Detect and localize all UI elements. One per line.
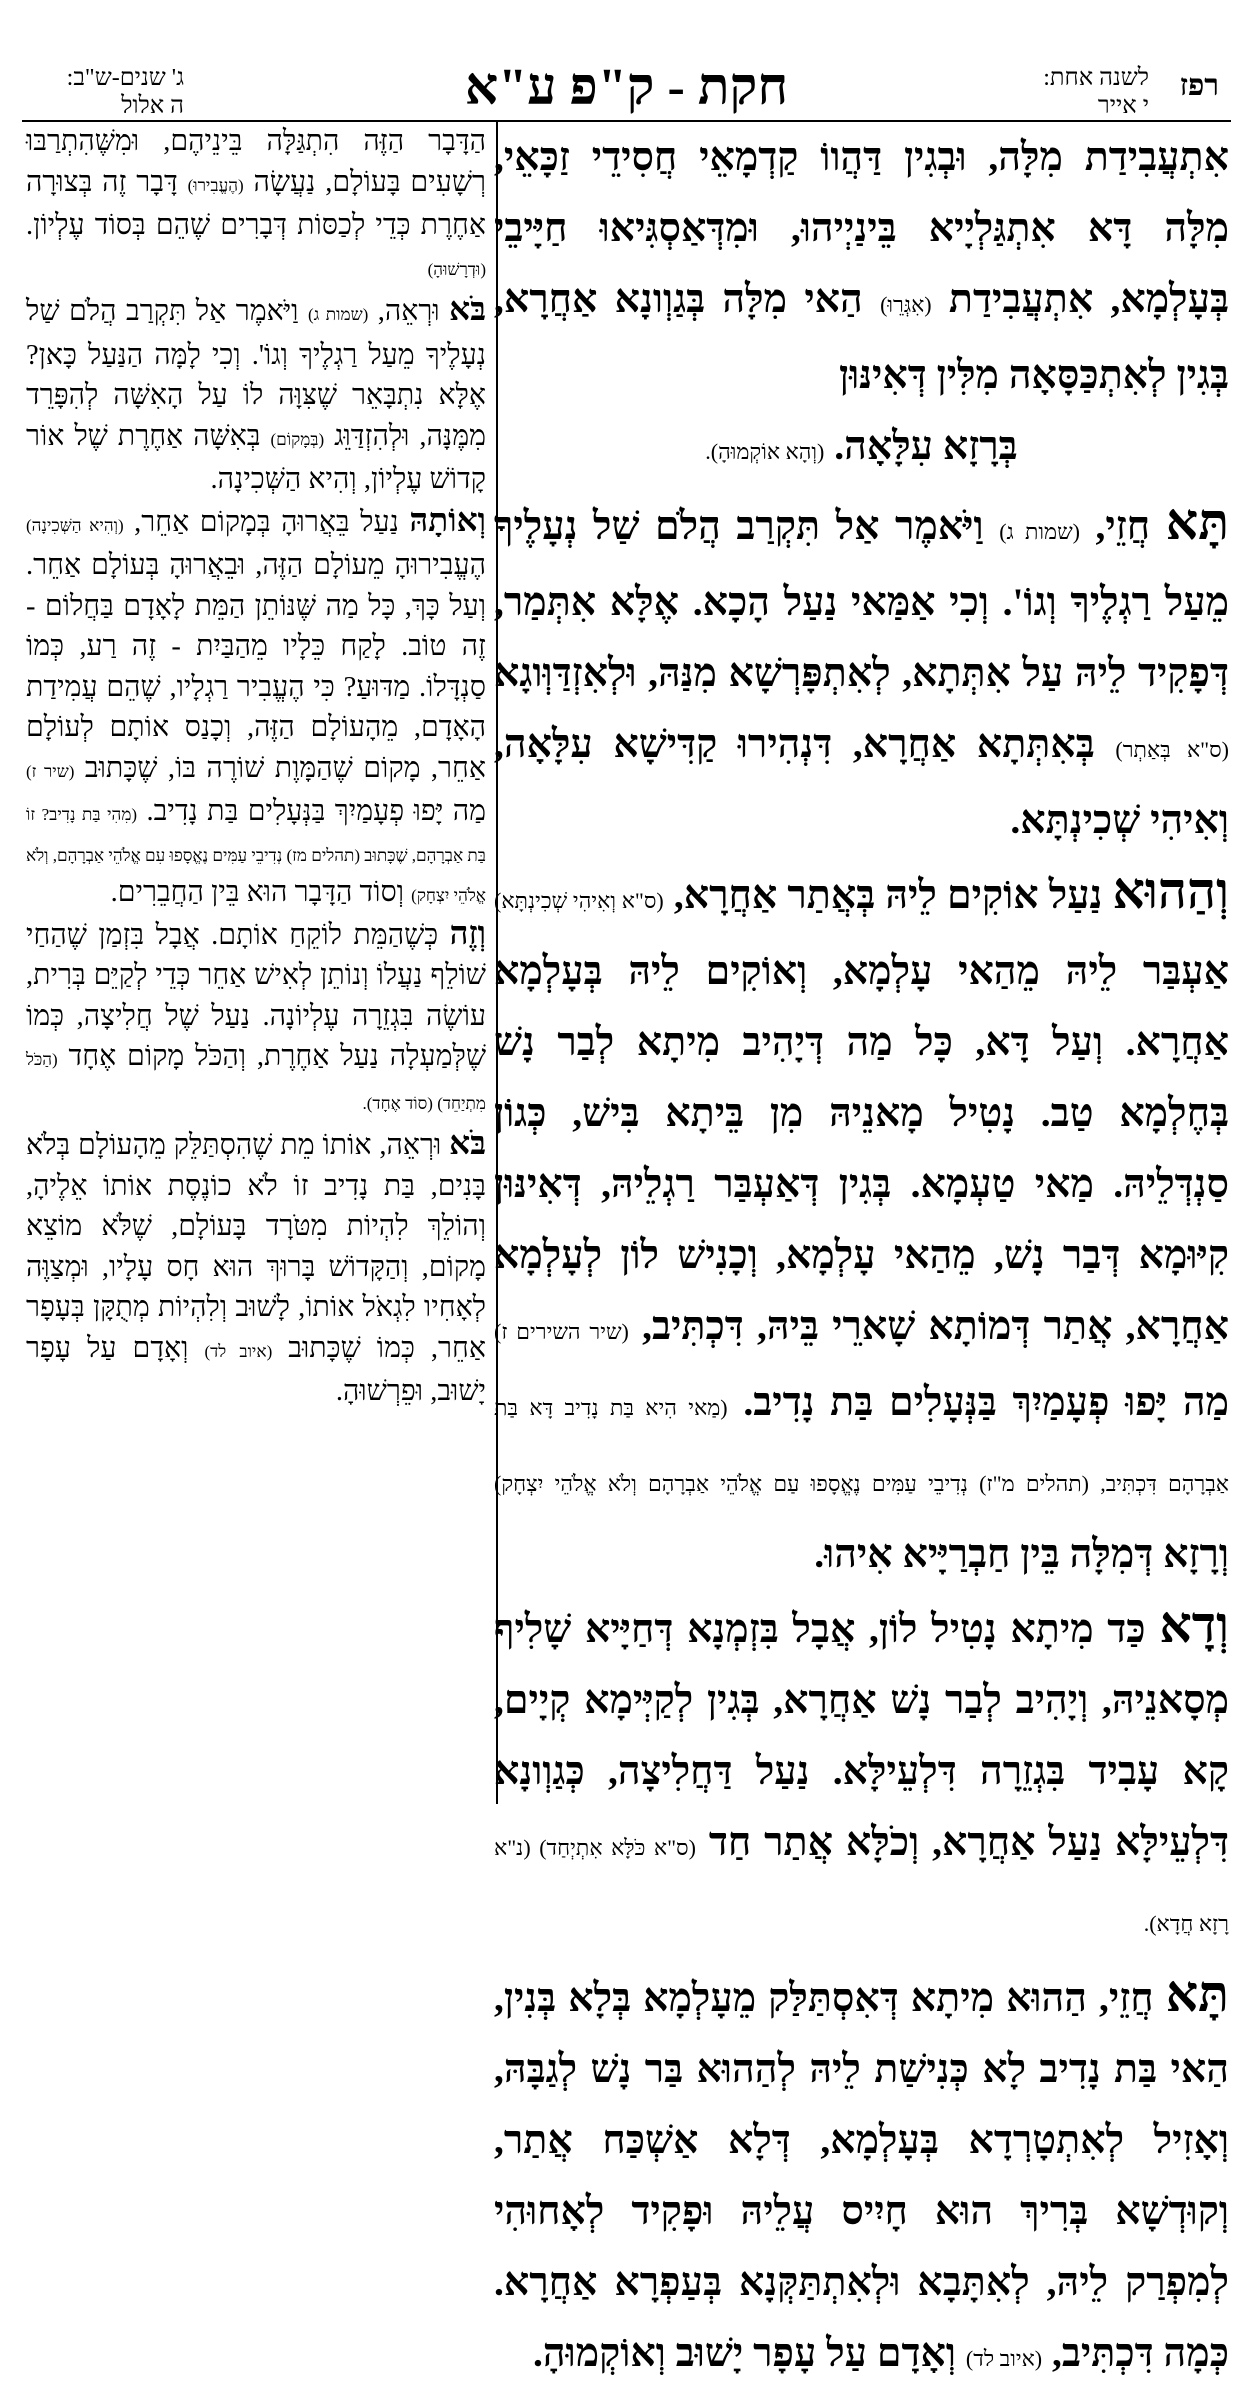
reference: (וְהִיא הַשְּׁכִינָה) (26, 515, 124, 535)
page-header (0, 0, 1253, 120)
reference: (ס"א וְאִיהִי שְׁכִינְתָּא) (494, 888, 664, 913)
text: וּרְאֵה, אוֹתוֹ מֵת שֶׁהִסְתַּלֵּק מֵהָעוֹלָם בְּלֹא בָּנִים, בַּת נָדִיב זוֹ לֹא כוֹנֶסֶת אוֹתוֹ אֵלֶיהָ, וְהוֹלֵךְ לִהְיוֹת מִטֹּרָד בָּעוֹלָם, שֶׁלֹּא מוֹצֵא מָקוֹם, וְהַקָּדוֹשׁ בָּרוּךְ הוּא חָס עָלָיו, וּמְצַוֶּה לְאָחִיו לִגְאֹל אוֹתוֹ, לָשׁוּב וְלִהְיוֹת מְתֻקָּן בְּעָפָר אַחֵר, כְּמוֹ שֶׁכָּתוּב (26, 1130, 487, 1364)
reference: (מַאי הִיא בַּת נָדִיב דָּא בַּת אַבְרָהָם דִּכְתִּיב, (תהלים מ"ז) נְדִיבֵי עַמִּים נֶאֱסָפוּ עַם אֱלֹהֵי אַבְרָהָם וְלֹא אֱלֹהֵי יִצְחָק) (494, 1395, 1229, 1496)
text: בְּאִתְּתָא אַחֲרָא, דִּנְהִירוּ קַדִּישָׁא עִלָּאָה, וְאִיהִי שְׁכִינְתָּא. (494, 722, 1229, 842)
reference: (בְּמָקוֹם) (270, 429, 325, 449)
reference: (שיר ז) (26, 761, 75, 781)
paragraph (494, 1959, 1229, 2394)
text: הַדָּבָר הַזֶּה הִתְגַּלָּה בֵּינֵיהֶם, וּמִשֶּׁהִתְרַבּוּ רְשָׁעִים בָּעוֹלָם, נַעֲשָׂה (26, 126, 486, 198)
text: וַיֹּאמֶר אַל תִּקְרַב הֲלֹם שַׁל נְעָלֶיךָ מֵעַל רַגְלֶיךָ וְגוֹ'. וְכִי אַמַּאי נַעַל הָכָא. אֶלָּא אִתְּמַר, דְּפָקִיד לֵיהּ עַל אִתְּתָא, לְאִתְפָּרְשָׁא מִנַּהּ, וּלְאִזְדַּוְּוגָא (494, 504, 1229, 695)
reference: (וּדְרָשׁוּהָ) (427, 259, 486, 279)
text: וְסוֹד הַדָּבָר הוּא בֵּין הַחֲבֵרִים. (110, 877, 405, 908)
text: וְאָדָם עַל עָפָר יָשׁוּב, וּפֵרְשׁוּהָ. (26, 1332, 486, 1407)
lead-word: וְזֶה (449, 915, 487, 952)
text: נַעַל אוֹקִים לֵיהּ בְּאֲתַר אַחֲרָא, (673, 873, 1103, 917)
reference: (שמות ג) (307, 305, 369, 324)
schedule-label: לשנה אחת: (1043, 65, 1149, 91)
lead-word: בֹּא (449, 1126, 486, 1162)
paragraph (494, 1590, 1229, 1959)
page-title: חקת - ק"פ ע"א (464, 59, 789, 116)
reference: (איוב לד) (204, 1341, 273, 1361)
text: דָּבָר זֶה בְּצוּרָה אַחֶרֶת כְּדֵי לְכַסּוֹת דְּבָרִים שֶׁהֵם בְּסוֹד עֶלְיוֹן. (26, 166, 486, 241)
reference: (איוב לד) (965, 2346, 1043, 2371)
lead-word: בֹּא (449, 292, 486, 328)
text: הֶעֱבִירוּהָ מֵעוֹלָם הַזֶּה, וּבֵאֲרוּהָ בְּעוֹלָם אַחֵר. וְעַל כָּךְ, כָּל מַה שֶּׁנּוֹתֵן הַמֵּת לָאָדָם בַּחֲלוֹם - זֶה טוֹב. לָקַח כֵּלָיו מֵהַבַּיִת - זֶה רַע, כְּמוֹ סַנְדָּלוֹ. מַדּוּעַ? כִּי הֶעֱבִיר רַגְלָיו, שֶׁהֵם עֲמִידַת הָאָדָם, מֵהָעוֹלָם הַזֶּה, וְכָנַס אוֹתָם לְעוֹלָם אַחֵר, מָקוֹם שֶׁהַמָּוֶת שׁוֹרֶה בּוֹ, שֶׁכָּתוּב (26, 550, 487, 784)
text: וּרְאֵה, (377, 296, 440, 327)
reference: (אִגְּרֵוּ) (880, 292, 932, 317)
text: נַעַל בֵּאֲרוּהָ בְּמָקוֹם אַחֵר, (134, 506, 399, 538)
paragraph (26, 1124, 486, 1413)
paragraph (26, 914, 486, 1125)
aramaic-main-column (494, 122, 1229, 2394)
paragraph (494, 122, 1229, 411)
lead-word: תָּא (1165, 494, 1230, 550)
text: מַה יָּפוּ פְעָמַיִךְ בַּנְּעָלִים בַּת נָדִיב. (146, 796, 487, 827)
schedule-date: ה אלול (121, 93, 184, 119)
reference: (וְהָא אוֹקְמוּהָ). (705, 439, 825, 464)
text: חֲזֵי, (1095, 504, 1151, 548)
text: כְּשֶׁהַמֵּת לוֹקֵחַ אוֹתָם. אֲבָל בִּזְמַן שֶׁהַחַי שׁוֹלֵף נַעֲלוֹ וְנוֹתֵן לְאִישׁ אַחֵר כְּדֵי לְקַיֵּם בְּרִית, עוֹשֶׂה בִּגְזֵרָה עֶלְיוֹנָה. נַעַל שֶׁל חֲלִיצָה, כְּמוֹ שֶׁלְּמַעְלָה נַעַל אַחֶרֶת, וְהַכֹּל מָקוֹם אֶחָד (26, 919, 487, 1072)
reading-schedule-three-years (34, 64, 184, 120)
text: בְּאִשָּׁה אַחֶרֶת שֶׁל אוֹר קָדוֹשׁ עֶלְיוֹן, וְהִיא הַשְּׁכִינָה. (26, 420, 486, 495)
reference: (הֶעֱבִירוּ) (187, 175, 244, 195)
page-number: רפז (1179, 68, 1219, 103)
schedule-date: י אייר (1097, 93, 1149, 119)
text: מַה יָּפוּ פְעָמַיִךְ בַּנְּעָלִים בַּת נָדִיב. (743, 1380, 1229, 1424)
text: וְאָדָם עַל עָפָר יָשׁוּב וְאוֹקְמוּהָ. (533, 2331, 957, 2375)
lead-word: תָּא (1165, 1966, 1229, 2022)
reference: (ס"א בְּאַתְר) (1115, 737, 1229, 762)
text: כַּד מִיתָא נָטִיל לוֹן, אֲבָל בִּזְמְנָא דְּחַיָּיא שָׁלִיף מְסָאנֵיהּ, וְיָהִיב לְבַר נָשׁ אַחֲרָא, בְּגִין לְקַיְּימָא קְיָים, קָא עָבִיד בִּגְזֵרָה דִּלְעֵילָּא. נַעַל דַּחֲלִיצָה, כְּגַוְונָא דִּלְעֵילָּא נַעַל אַחֲרָא, וְכֹלָּא אֲתַר חַד (494, 1607, 1230, 1864)
lead-word: וְדָא (1159, 1597, 1230, 1653)
text: בְּרָזָא עִלָּאָה. (834, 424, 1018, 468)
reference: (ס"א כֹּלָּא אִתְיְחַד) (נ"א רָזָא חֲדָא). (494, 1835, 1229, 1936)
reference: (מִהִי בַּת נָדִיב? זוֹ בַּת אַבְרָהָם, שֶׁכָּתוּב (תהלים מז) נְדִיבֵי עַמִּים נֶאֱסָפוּ עִם אֱלֹהֵי אַבְרָהָם, וְלֹא אֱלֹהֵי יִצְחָק) (26, 805, 486, 905)
paragraph (494, 487, 1229, 856)
text: וְרָזָא דְּמִלָּה בֵּין חַבְרַיָּיא אִיהוּ. (814, 1532, 1229, 1576)
hebrew-translation-column (26, 122, 486, 1413)
lead-word: וְהַהוּא (1112, 863, 1230, 919)
paragraph-end (494, 411, 1229, 487)
text: חֲזֵי, הַהוּא מִיתָא דְּאִסְתַּלַּק מֵעָלְמָא בְּלָא בְּנִין, הַאי בַּת נָדִיב לָא כְּנִישַׁת לֵיהּ לְהַהוּא בַּר נָשׁ לְגַבָּהּ, וְאָזִיל לְאִתְטָרְדָא בְּעָלְמָא, דְּלָא אַשְׁכַּח אֲתַר, וְקוּדְשָׁא בְּרִיךְ הוּא חָיִיס עֲלֵיהּ וּפָקִיד לְאָחוּהִי לְמִפְרַק לֵיהּ, לְאִתָּבָא וּלְאִתְתַּקְּנָא בְּעַפְרָא אַחֲרָא. כְּמָה דִּכְתִּיב, (494, 1976, 1229, 2375)
schedule-label: ג' שנים-ש"ב: (66, 65, 184, 91)
text: וַיֹּאמֶר אַל תִּקְרַב הֲלֹם שַׁל נְעָלֶיךָ מֵעַל רַגְלֶיךָ וְגוֹ'. וְכִי לָמָּה הַנַּעַל כָּאן? אֶלָּא נִתְבָּאֵר שֶׁצִּוָּה לוֹ עַל הָאִשָּׁה לְהִפָּרֵד מִמֶּנָּה, וּלְהִזְדַּוֵּג (26, 296, 486, 452)
text: אַעְבַּר לֵיהּ מֵהַאי עָלְמָא, וְאוֹקִים לֵיהּ בְּעָלְמָא אַחֲרָא. וְעַל דָּא, כָּל מַה דְּיָהִיב מִיתָא לְבַר נָשׁ בְּחֶלְמָא טַב. נָטִיל מָאנֵיהּ מִן בֵּיתָא בִּישׁ, כְּגוֹן סַנְדְּלֵיהּ. מַאי טַעְמָא. בְּגִין דְּאַעְבַּר רַגְלֵיהּ, דְּאִינּוּן קִיּוּמָא דְּבַר נָשׁ, מֵהַאי עָלְמָא, וְכָנִישׁ לוֹן לְעָלְמָא אַחֲרָא, אֲתַר דְּמוֹתָא שָׁארֵי בֵּיהּ, דִּכְתִּיב, (494, 949, 1230, 1348)
paragraph (26, 122, 486, 290)
lead-word: וְאוֹתָהּ (409, 502, 487, 539)
reference: (הַכֹּל מִתְיַחֵד) (סוֹד אֶחָד). (26, 1050, 486, 1113)
text: אִתְעֲבִידַת מִלָּה, וּבְגִין דַּהֲווֹ קַדְמָאֵי חֲסִידֵי זַכָּאֵי, מִלָּה דָּא אִתְגַּלְיָיא בֵּינַיְיהוּ, וּמִדְּאַסְגִּיאוּ חַיָּיבֵי בְּעָלְמָא, אִתְעֲבִידַת (494, 135, 1229, 321)
reference: (שיר השירים ז) (494, 1319, 629, 1344)
reference: (שמות ג) (999, 519, 1080, 544)
paragraph (26, 290, 486, 501)
text: הַאי מִלָּה בְּגַוְונָא אַחֲרָא, בְּגִין לְאִתְכַּסָּאָה מִלִּין דְּאִינּוּן (494, 277, 1229, 397)
paragraph (26, 501, 486, 914)
paragraph (494, 856, 1229, 1590)
